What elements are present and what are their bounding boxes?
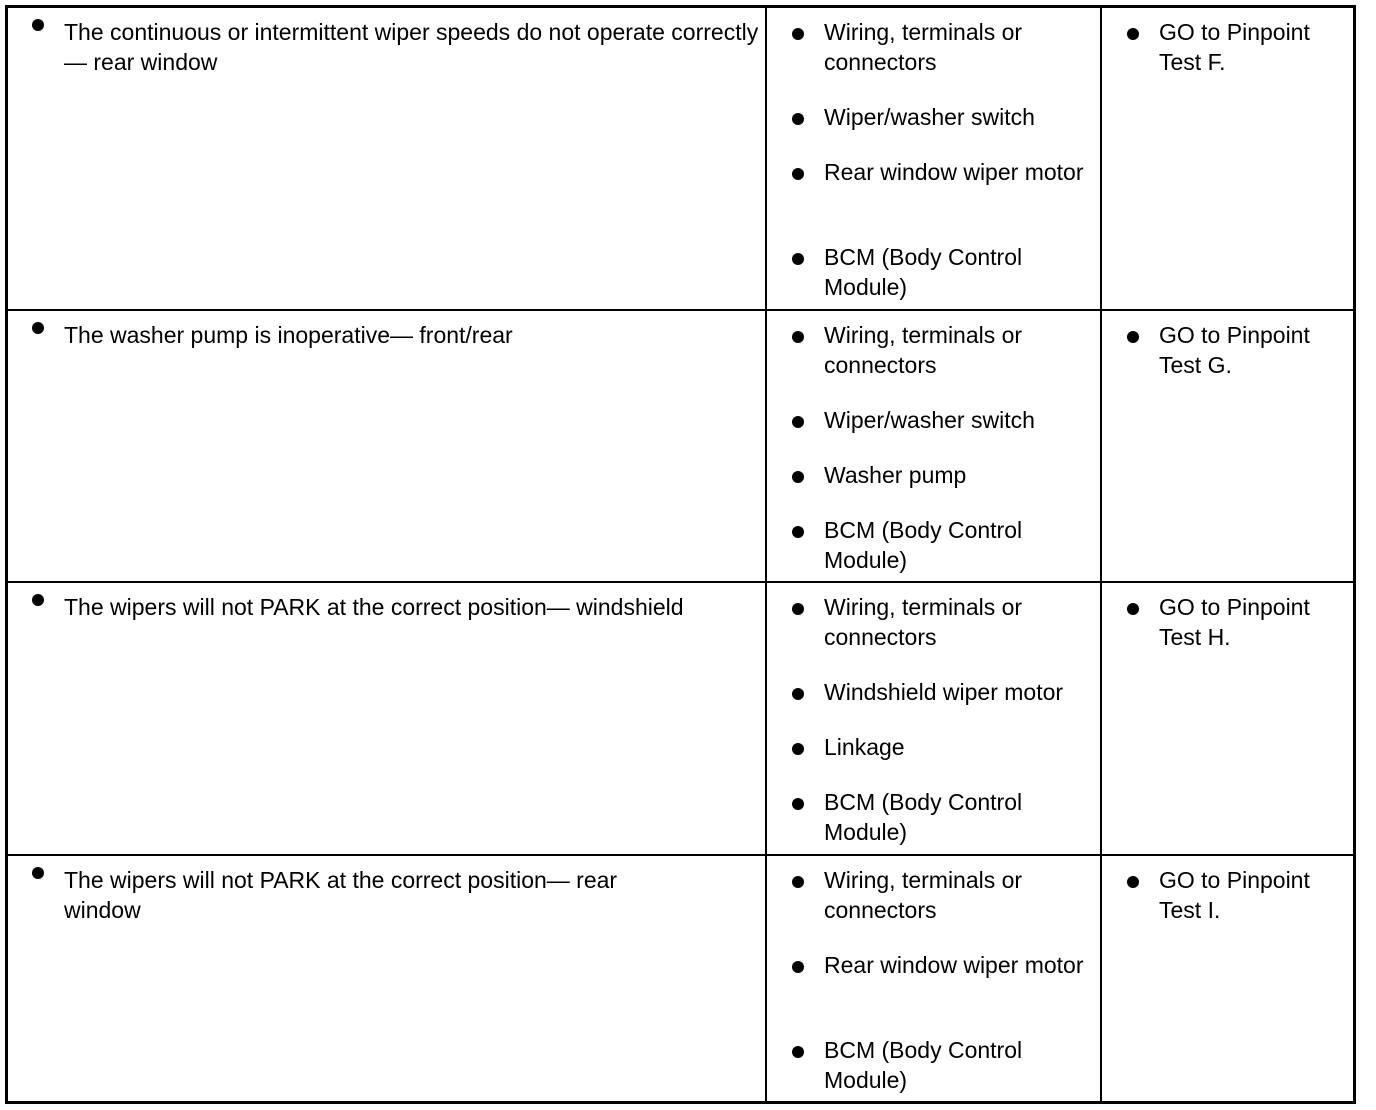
action-text: GO to Pinpoint Test F. — [1159, 19, 1310, 75]
bullet-icon — [32, 19, 44, 31]
list-item — [824, 732, 1094, 762]
list-item — [824, 677, 1099, 707]
bullet-icon — [792, 526, 804, 538]
list-item — [1159, 17, 1339, 77]
list-item — [824, 787, 1054, 847]
action-cell — [1100, 856, 1353, 1101]
bullet-icon — [1127, 331, 1139, 343]
condition-item — [64, 311, 765, 350]
possible-source-cell — [765, 311, 1100, 582]
list-item — [824, 592, 1094, 652]
list-item — [824, 320, 1094, 380]
condition-cell — [8, 856, 765, 1101]
source-text: Linkage — [824, 734, 905, 760]
list-item — [1159, 320, 1339, 380]
condition-cell — [8, 8, 765, 311]
bullet-icon — [792, 113, 804, 125]
condition-text: The continuous or intermittent wiper speeds do not operate correctly— rear window — [64, 19, 759, 75]
list-item — [824, 865, 1094, 925]
list-item — [824, 17, 1094, 77]
action-text: GO to Pinpoint Test H. — [1159, 594, 1310, 650]
list-item — [824, 157, 1094, 187]
list-item — [824, 515, 1054, 575]
action-cell — [1100, 311, 1353, 582]
list-item — [824, 242, 1054, 302]
bullet-icon — [792, 471, 804, 483]
source-text: BCM (Body Control Module) — [824, 517, 1023, 573]
bullet-icon — [1127, 28, 1139, 40]
action-cell — [1100, 8, 1353, 311]
source-text: Wiper/washer switch — [824, 104, 1035, 130]
source-text: Rear window wiper motor — [824, 159, 1084, 185]
bullet-icon — [792, 743, 804, 755]
bullet-icon — [32, 322, 44, 334]
action-text: GO to Pinpoint Test I. — [1159, 867, 1310, 923]
source-text: BCM (Body Control Module) — [824, 244, 1023, 300]
source-text: Washer pump — [824, 462, 967, 488]
possible-source-cell — [765, 583, 1100, 855]
source-text: BCM (Body Control Module) — [824, 1037, 1023, 1093]
list-item — [824, 102, 1094, 132]
bullet-icon — [792, 603, 804, 615]
condition-cell — [8, 583, 765, 855]
source-text: Wiring, terminals or connectors — [824, 322, 1023, 378]
list-item — [824, 405, 1094, 435]
source-text: Rear window wiper motor — [824, 952, 1084, 978]
condition-text: The wipers will not PARK at the correct position— windshield — [64, 594, 684, 620]
possible-source-cell — [765, 856, 1100, 1101]
bullet-icon — [792, 28, 804, 40]
possible-source-cell — [765, 8, 1100, 311]
list-item — [824, 1035, 1054, 1095]
source-text: Windshield wiper motor — [824, 679, 1064, 705]
action-text: GO to Pinpoint Test G. — [1159, 322, 1310, 378]
bullet-icon — [792, 876, 804, 888]
bullet-icon — [792, 416, 804, 428]
bullet-icon — [792, 253, 804, 265]
action-cell — [1100, 583, 1353, 855]
condition-text: The wipers will not PARK at the correct position— rear window — [64, 867, 618, 923]
source-text: BCM (Body Control Module) — [824, 789, 1023, 845]
bullet-icon — [792, 961, 804, 973]
table-row — [8, 8, 1353, 311]
source-text: Wiper/washer switch — [824, 407, 1035, 433]
table-row — [8, 854, 1353, 1101]
symptom-chart-table — [5, 5, 1356, 1104]
list-item — [824, 950, 1094, 980]
list-item — [1159, 865, 1339, 925]
source-text: Wiring, terminals or connectors — [824, 19, 1023, 75]
bullet-icon — [792, 1046, 804, 1058]
condition-text: The washer pump is inoperative— front/rear — [64, 322, 513, 348]
bullet-icon — [792, 168, 804, 180]
table-row — [8, 309, 1353, 582]
bullet-icon — [1127, 603, 1139, 615]
condition-item — [64, 8, 765, 77]
list-item — [824, 460, 1094, 490]
table-row — [8, 581, 1353, 855]
bullet-icon — [792, 798, 804, 810]
bullet-icon — [792, 331, 804, 343]
bullet-icon — [1127, 876, 1139, 888]
list-item — [1159, 592, 1339, 652]
bullet-icon — [32, 594, 44, 606]
bullet-icon — [792, 688, 804, 700]
condition-item — [64, 856, 694, 925]
bullet-icon — [32, 867, 44, 879]
condition-item — [64, 583, 765, 622]
source-text: Wiring, terminals or connectors — [824, 594, 1023, 650]
condition-cell — [8, 311, 765, 582]
source-text: Wiring, terminals or connectors — [824, 867, 1023, 923]
